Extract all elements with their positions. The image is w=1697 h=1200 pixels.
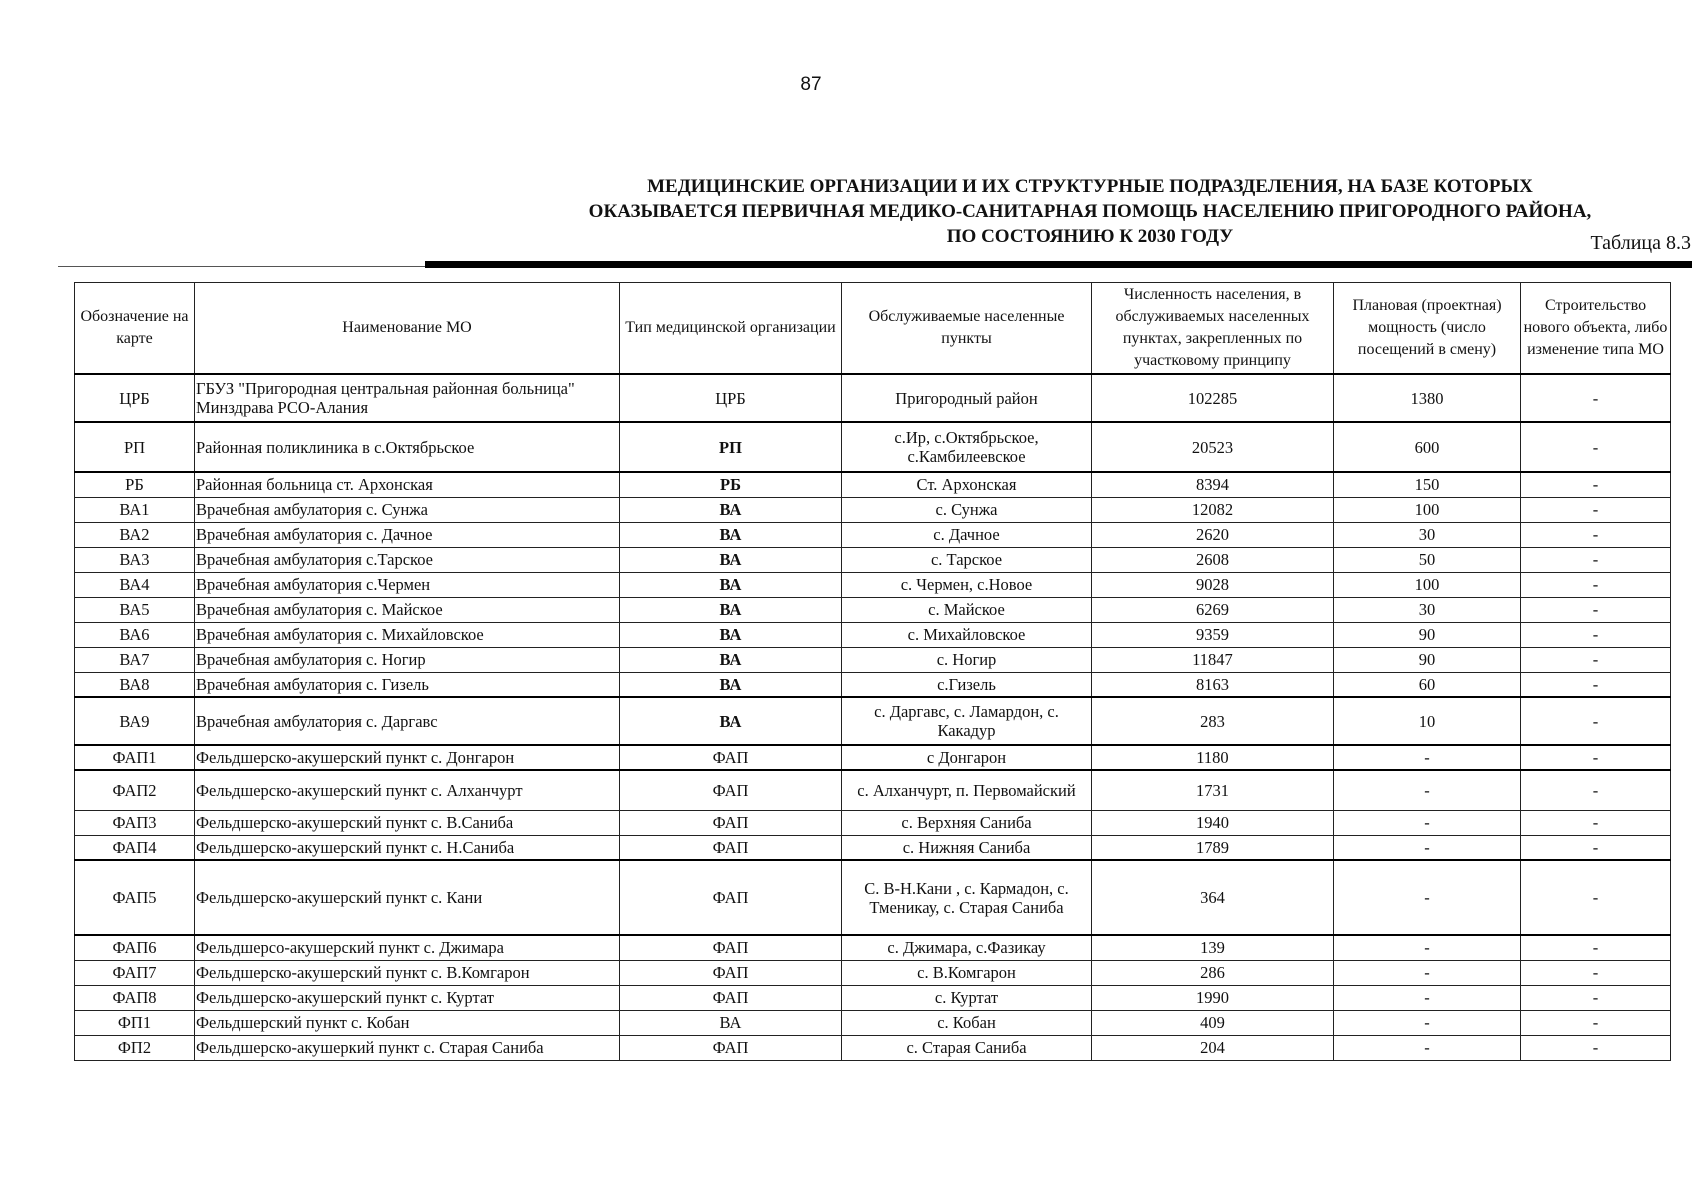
cell-code: ВА4 [75, 572, 195, 597]
cell-code: ВА7 [75, 647, 195, 672]
header-capacity: Плановая (проектная) мощность (число посещений в смену) [1334, 283, 1521, 375]
cell-name: Фельдшерско-акушерский пункт с. Донгарон [195, 745, 620, 770]
cell-construction: - [1521, 1010, 1671, 1035]
cell-construction: - [1521, 522, 1671, 547]
cell-name: Фельдшерско-акушерский пункт с. В.Саниба [195, 810, 620, 835]
cell-type: РБ [620, 472, 842, 497]
cell-type: ФАП [620, 835, 842, 860]
cell-settlements: с. Майское [842, 597, 1092, 622]
title-line-2: ОКАЗЫВАЕТСЯ ПЕРВИЧНАЯ МЕДИКО-САНИТАРНАЯ ПОМОЩЬ НАСЕЛЕНИЮ ПРИГОРОДНОГО РАЙОНА, [588, 201, 1592, 222]
cell-type: ЦРБ [620, 374, 842, 422]
cell-population: 1731 [1092, 770, 1334, 810]
cell-population: 2608 [1092, 547, 1334, 572]
cell-settlements: с Донгарон [842, 745, 1092, 770]
cell-construction: - [1521, 472, 1671, 497]
cell-capacity: 90 [1334, 622, 1521, 647]
table-row [75, 960, 1671, 985]
cell-name: Врачебная амбулатория с. Дачное [195, 522, 620, 547]
cell-population: 12082 [1092, 497, 1334, 522]
cell-population: 286 [1092, 960, 1334, 985]
cell-name: Районная поликлиника в с.Октябрьское [195, 422, 620, 472]
cell-code: ФАП1 [75, 745, 195, 770]
cell-code: РБ [75, 472, 195, 497]
cell-settlements: с. Сунжа [842, 497, 1092, 522]
cell-capacity: - [1334, 770, 1521, 810]
cell-capacity: 600 [1334, 422, 1521, 472]
table-row [75, 497, 1671, 522]
cell-name: Фельдшерско-акушерский пункт с. Н.Саниба [195, 835, 620, 860]
cell-type: ФАП [620, 985, 842, 1010]
cell-population: 8163 [1092, 672, 1334, 697]
cell-population: 9359 [1092, 622, 1334, 647]
cell-construction: - [1521, 572, 1671, 597]
table-row [75, 597, 1671, 622]
cell-name: Врачебная амбулатория с. Даргавс [195, 697, 620, 745]
cell-population: 6269 [1092, 597, 1334, 622]
cell-name: Фельдшерско-акушерский пункт с. Алханчурт [195, 770, 620, 810]
cell-settlements: с. В.Комгарон [842, 960, 1092, 985]
cell-name: Врачебная амбулатория с.Тарское [195, 547, 620, 572]
table-row [75, 745, 1671, 770]
cell-name: Врачебная амбулатория с. Гизель [195, 672, 620, 697]
cell-code: ФАП5 [75, 860, 195, 935]
cell-settlements: с. Даргавс, с. Ламардон, с. Какадур [842, 697, 1092, 745]
table-row [75, 985, 1671, 1010]
cell-construction: - [1521, 497, 1671, 522]
cell-type: ВА [620, 497, 842, 522]
cell-capacity: - [1334, 1035, 1521, 1060]
cell-name: Фельдшерско-акушерский пункт с. В.Комгарон [195, 960, 620, 985]
cell-population: 1990 [1092, 985, 1334, 1010]
cell-type: РП [620, 422, 842, 472]
page-number: 87 [800, 74, 822, 95]
cell-type: ВА [620, 647, 842, 672]
cell-settlements: с. Джимара, с.Фазикау [842, 935, 1092, 960]
cell-type: ФАП [620, 1035, 842, 1060]
cell-construction: - [1521, 422, 1671, 472]
cell-name: Врачебная амбулатория с. Майское [195, 597, 620, 622]
cell-settlements: с.Ир, с.Октябрьское, с.Камбилеевское [842, 422, 1092, 472]
cell-type: ВА [620, 572, 842, 597]
cell-name: Районная больница ст. Архонская [195, 472, 620, 497]
cell-capacity: - [1334, 835, 1521, 860]
table-row [75, 622, 1671, 647]
cell-type: ФАП [620, 860, 842, 935]
cell-capacity: - [1334, 1010, 1521, 1035]
cell-type: ВА [620, 622, 842, 647]
table-row [75, 835, 1671, 860]
cell-name: Фельдшерско-акушеркий пункт с. Старая Саниба [195, 1035, 620, 1060]
cell-population: 11847 [1092, 647, 1334, 672]
cell-capacity: - [1334, 935, 1521, 960]
cell-capacity: 150 [1334, 472, 1521, 497]
header-name: Наименование МО [195, 283, 620, 375]
facilities-table [74, 282, 1671, 1061]
cell-name: ГБУЗ "Пригородная центральная районная больница" Минздрава РСО-Алания [195, 374, 620, 422]
cell-capacity: - [1334, 960, 1521, 985]
cell-capacity: 100 [1334, 497, 1521, 522]
cell-type: ФАП [620, 935, 842, 960]
cell-name: Врачебная амбулатория с.Чермен [195, 572, 620, 597]
cell-code: ВА3 [75, 547, 195, 572]
table-row [75, 770, 1671, 810]
cell-population: 1789 [1092, 835, 1334, 860]
cell-capacity: - [1334, 745, 1521, 770]
cell-construction: - [1521, 374, 1671, 422]
table-row [75, 810, 1671, 835]
document-title [430, 174, 1697, 249]
cell-code: ВА8 [75, 672, 195, 697]
cell-settlements: с. Верхняя Саниба [842, 810, 1092, 835]
cell-type: ВА [620, 547, 842, 572]
header-type: Тип медицинской организации [620, 283, 842, 375]
cell-capacity: 1380 [1334, 374, 1521, 422]
cell-construction: - [1521, 960, 1671, 985]
table-row [75, 472, 1671, 497]
table-row [75, 522, 1671, 547]
cell-population: 204 [1092, 1035, 1334, 1060]
cell-name: Врачебная амбулатория с. Сунжа [195, 497, 620, 522]
cell-name: Врачебная амбулатория с. Михайловское [195, 622, 620, 647]
table-row [75, 374, 1671, 422]
cell-code: ВА6 [75, 622, 195, 647]
table-row [75, 1035, 1671, 1060]
cell-population: 139 [1092, 935, 1334, 960]
cell-construction: - [1521, 1035, 1671, 1060]
cell-settlements: с. Тарское [842, 547, 1092, 572]
table-row [75, 672, 1671, 697]
cell-settlements: Ст. Архонская [842, 472, 1092, 497]
cell-name: Фельдшерский пункт с. Кобан [195, 1010, 620, 1035]
cell-capacity: 10 [1334, 697, 1521, 745]
cell-construction: - [1521, 622, 1671, 647]
cell-code: РП [75, 422, 195, 472]
cell-construction: - [1521, 985, 1671, 1010]
cell-settlements: с. Куртат [842, 985, 1092, 1010]
cell-settlements: с. Ногир [842, 647, 1092, 672]
cell-construction: - [1521, 647, 1671, 672]
cell-settlements: Пригородный район [842, 374, 1092, 422]
table-row [75, 647, 1671, 672]
table-row [75, 572, 1671, 597]
table-row [75, 422, 1671, 472]
cell-capacity: - [1334, 860, 1521, 935]
cell-population: 1940 [1092, 810, 1334, 835]
cell-type: ФАП [620, 960, 842, 985]
cell-code: ФАП8 [75, 985, 195, 1010]
cell-construction: - [1521, 770, 1671, 810]
cell-population: 364 [1092, 860, 1334, 935]
cell-code: ВА2 [75, 522, 195, 547]
cell-code: ФАП3 [75, 810, 195, 835]
cell-construction: - [1521, 697, 1671, 745]
cell-construction: - [1521, 835, 1671, 860]
cell-population: 283 [1092, 697, 1334, 745]
cell-settlements: с. Дачное [842, 522, 1092, 547]
cell-capacity: 90 [1334, 647, 1521, 672]
cell-capacity: - [1334, 810, 1521, 835]
cell-code: ФАП7 [75, 960, 195, 985]
table-body [75, 374, 1671, 1060]
header-settlements: Обслуживаемые населенные пункты [842, 283, 1092, 375]
header-code: Обозначение на карте [75, 283, 195, 375]
cell-type: ФАП [620, 810, 842, 835]
cell-type: ФАП [620, 745, 842, 770]
cell-name: Врачебная амбулатория с. Ногир [195, 647, 620, 672]
cell-code: ВА9 [75, 697, 195, 745]
cell-capacity: 60 [1334, 672, 1521, 697]
table-row [75, 547, 1671, 572]
cell-code: ФП2 [75, 1035, 195, 1060]
cell-settlements: С. В-Н.Кани , с. Кармадон, с. Тменикау, с. Старая Саниба [842, 860, 1092, 935]
cell-type: ВА [620, 672, 842, 697]
cell-type: ВА [620, 697, 842, 745]
cell-name: Фельдшерско-акушерский пункт с. Куртат [195, 985, 620, 1010]
header-construction: Строительство нового объекта, либо изменение типа МО [1521, 283, 1671, 375]
cell-settlements: с. Нижняя Саниба [842, 835, 1092, 860]
cell-settlements: с. Чермен, с.Новое [842, 572, 1092, 597]
cell-code: ФАП6 [75, 935, 195, 960]
table-row [75, 860, 1671, 935]
cell-population: 20523 [1092, 422, 1334, 472]
cell-capacity: 100 [1334, 572, 1521, 597]
cell-population: 409 [1092, 1010, 1334, 1035]
cell-construction: - [1521, 810, 1671, 835]
cell-construction: - [1521, 745, 1671, 770]
cell-capacity: 30 [1334, 597, 1521, 622]
cell-construction: - [1521, 547, 1671, 572]
table-row [75, 1010, 1671, 1035]
cell-name: Фельдшерсо-акушерский пункт с. Джимара [195, 935, 620, 960]
cell-construction: - [1521, 597, 1671, 622]
cell-population: 102285 [1092, 374, 1334, 422]
cell-capacity: 50 [1334, 547, 1521, 572]
table-label: Таблица 8.3 [1590, 232, 1691, 254]
table-header-row [75, 283, 1671, 375]
cell-population: 2620 [1092, 522, 1334, 547]
cell-construction: - [1521, 672, 1671, 697]
cell-settlements: с. Михайловское [842, 622, 1092, 647]
cell-capacity: 30 [1334, 522, 1521, 547]
cell-code: ФАП2 [75, 770, 195, 810]
table-row [75, 935, 1671, 960]
cell-settlements: с. Старая Саниба [842, 1035, 1092, 1060]
cell-construction: - [1521, 860, 1671, 935]
cell-code: ФП1 [75, 1010, 195, 1035]
cell-code: ЦРБ [75, 374, 195, 422]
cell-name: Фельдшерско-акушерский пункт с. Кани [195, 860, 620, 935]
cell-code: ВА5 [75, 597, 195, 622]
table-row [75, 697, 1671, 745]
cell-code: ВА1 [75, 497, 195, 522]
cell-type: ВА [620, 597, 842, 622]
cell-capacity: - [1334, 985, 1521, 1010]
title-line-1: МЕДИЦИНСКИЕ ОРГАНИЗАЦИИ И ИХ СТРУКТУРНЫЕ ПОДРАЗДЕЛЕНИЯ, НА БАЗЕ КОТОРЫХ [647, 176, 1533, 197]
title-line-3: ПО СОСТОЯНИЮ К 2030 ГОДУ [946, 226, 1234, 247]
cell-code: ФАП4 [75, 835, 195, 860]
cell-population: 9028 [1092, 572, 1334, 597]
thick-rule [425, 261, 1692, 268]
cell-type: ВА [620, 1010, 842, 1035]
cell-settlements: с.Гизель [842, 672, 1092, 697]
cell-type: ФАП [620, 770, 842, 810]
cell-type: ВА [620, 522, 842, 547]
cell-settlements: с. Алханчурт, п. Первомайский [842, 770, 1092, 810]
cell-population: 8394 [1092, 472, 1334, 497]
cell-population: 1180 [1092, 745, 1334, 770]
cell-settlements: с. Кобан [842, 1010, 1092, 1035]
header-population: Численность населения, в обслуживаемых населенных пунктах, закрепленных по участковому принципу [1092, 283, 1334, 375]
cell-construction: - [1521, 935, 1671, 960]
